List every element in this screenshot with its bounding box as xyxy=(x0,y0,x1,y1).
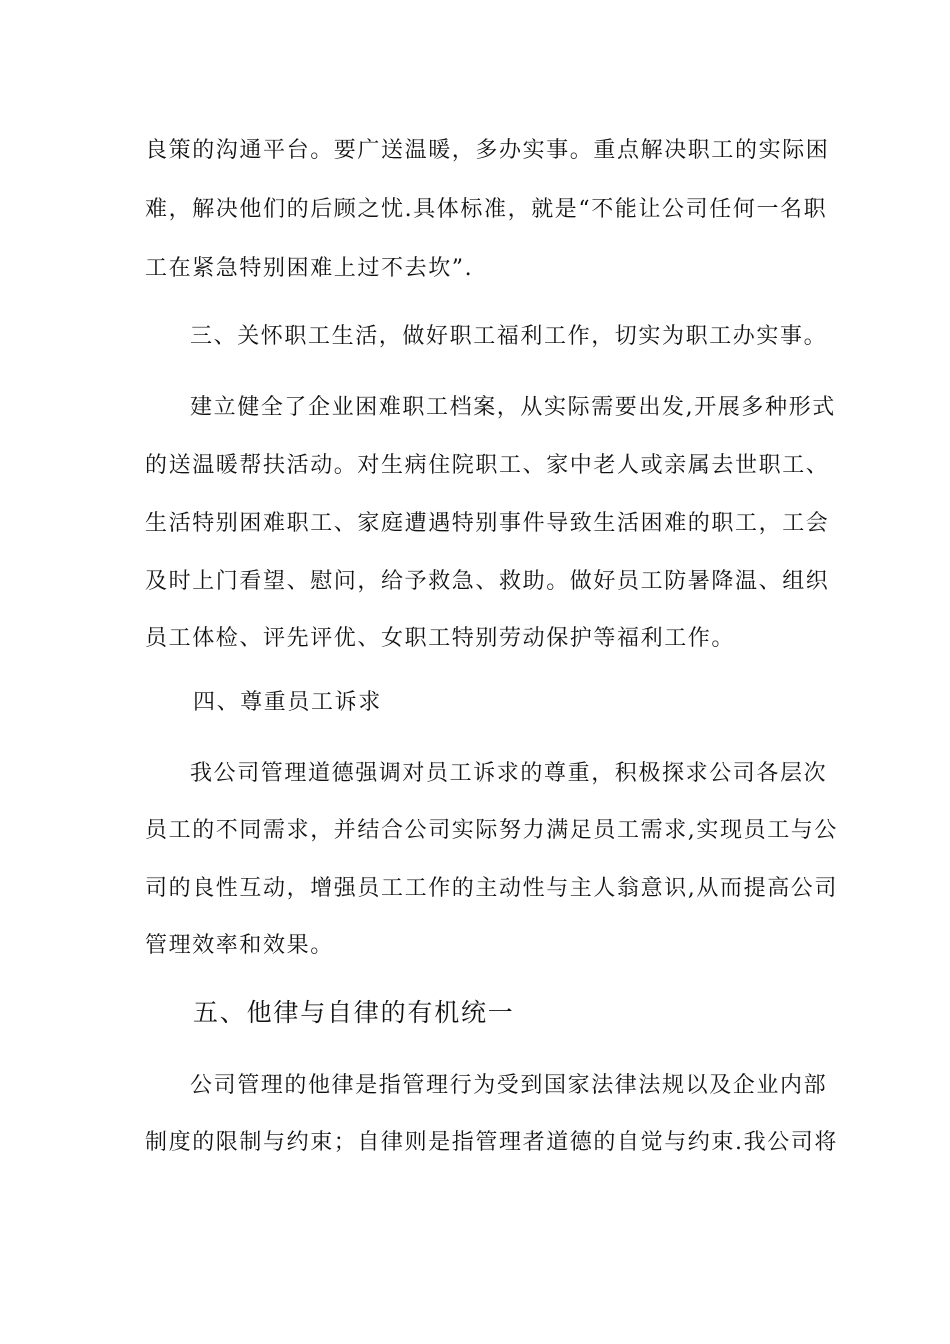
paragraph-line: 公司管理的他律是指管理行为受到国家法律法规以及企业内部 xyxy=(190,1073,828,1098)
paragraph-line: 的送温暖帮扶活动。对生病住院职工、家中老人或亲属去世职工、 xyxy=(145,453,830,478)
paragraph-line: 工在紧急特别困难上过不去坎”. xyxy=(145,256,474,281)
paragraph-line: 我公司管理道德强调对员工诉求的尊重，积极探求公司各层次 xyxy=(190,761,828,786)
paragraph-line: 管理效率和效果。 xyxy=(145,933,334,958)
paragraph-line: 难，解决他们的后顾之忧.具体标准，就是“不能让公司任何一名职 xyxy=(145,197,828,222)
paragraph-line: 良策的沟通平台。要广送温暖，多办实事。重点解决职工的实际困 xyxy=(145,138,830,163)
paragraph-line: 建立健全了企业困难职工档案，从实际需要出发,开展多种形式 xyxy=(190,395,836,420)
paragraph-line: 员工的不同需求，并结合公司实际努力满足员工需求,实现员工与公 xyxy=(145,818,838,843)
paragraph-line: 员工体检、评先评优、女职工特别劳动保护等福利工作。 xyxy=(145,626,736,651)
paragraph-line: 及时上门看望、慰问，给予救急、救助。做好员工防暑降温、组织 xyxy=(145,569,830,594)
section-heading-4: 四、尊重员工诉求 xyxy=(193,690,382,715)
paragraph-line: 生活特别困难职工、家庭遭遇特别事件导致生活困难的职工，工会 xyxy=(145,511,830,536)
paragraph-line: 制度的限制与约束；自律则是指管理者道德的自觉与约束.我公司将 xyxy=(145,1130,838,1155)
section-heading-5: 五、他律与自律的有机统一 xyxy=(193,998,515,1027)
section-heading-3: 三、关怀职工生活，做好职工福利工作，切实为职工办实事。 xyxy=(190,324,828,349)
paragraph-line: 司的良性互动，增强员工工作的主动性与主人翁意识,从而提高公司 xyxy=(145,876,838,901)
